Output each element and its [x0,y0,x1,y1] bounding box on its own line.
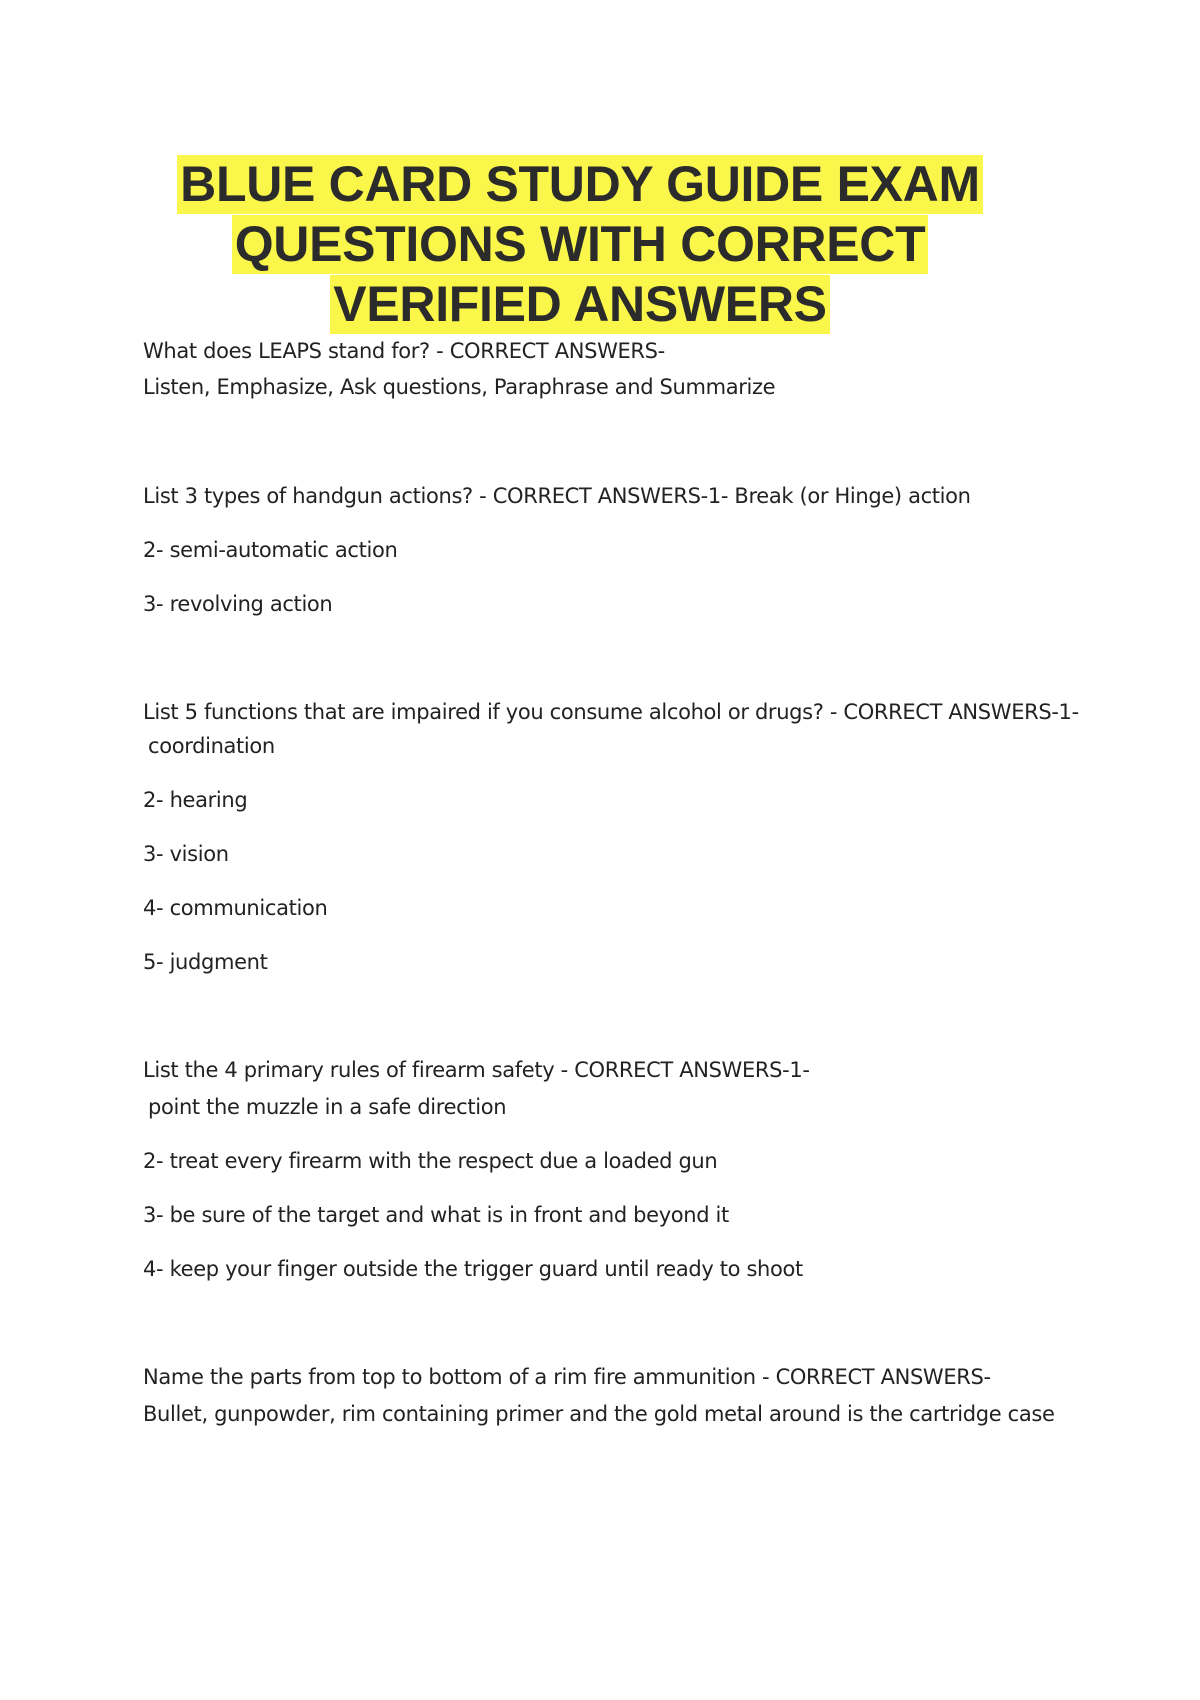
question-text: List 5 functions that are impaired if you consume alcohol or drugs? - CORRECT ANSWERS-1- [143,700,1079,724]
answer-item: 2- semi-automatic action [143,538,398,562]
question-text: What does LEAPS stand for? - CORRECT ANSWERS- [143,339,665,363]
question-text: Name the parts from top to bottom of a rim fire ammunition - CORRECT ANSWERS- [143,1365,991,1389]
title-line-3: VERIFIED ANSWERS [330,275,829,334]
answer-item: 5- judgment [143,950,268,974]
answer-item: 2- hearing [143,788,248,812]
answer-item: 3- be sure of the target and what is in front and beyond it [143,1203,729,1227]
question-text: List the 4 primary rules of firearm safety - CORRECT ANSWERS-1- [143,1058,810,1082]
answer-continuation: coordination [148,734,275,758]
answer-item: 3- vision [143,842,229,866]
question-text: List 3 types of handgun actions? - CORRECT ANSWERS-1- Break (or Hinge) action [143,484,971,508]
answer-text: Bullet, gunpowder, rim containing primer and the gold metal around is the cartridge case [143,1402,1055,1426]
answer-item: 2- treat every firearm with the respect due a loaded gun [143,1149,718,1173]
answer-continuation: point the muzzle in a safe direction [148,1095,507,1119]
title-line-1: BLUE CARD STUDY GUIDE EXAM [177,155,983,214]
answer-item: 3- revolving action [143,592,333,616]
title-line-2: QUESTIONS WITH CORRECT [232,215,929,274]
answer-text: Listen, Emphasize, Ask questions, Paraphrase and Summarize [143,375,776,399]
document-title [100,155,1060,335]
answer-item: 4- keep your finger outside the trigger guard until ready to shoot [143,1257,803,1281]
answer-item: 4- communication [143,896,328,920]
